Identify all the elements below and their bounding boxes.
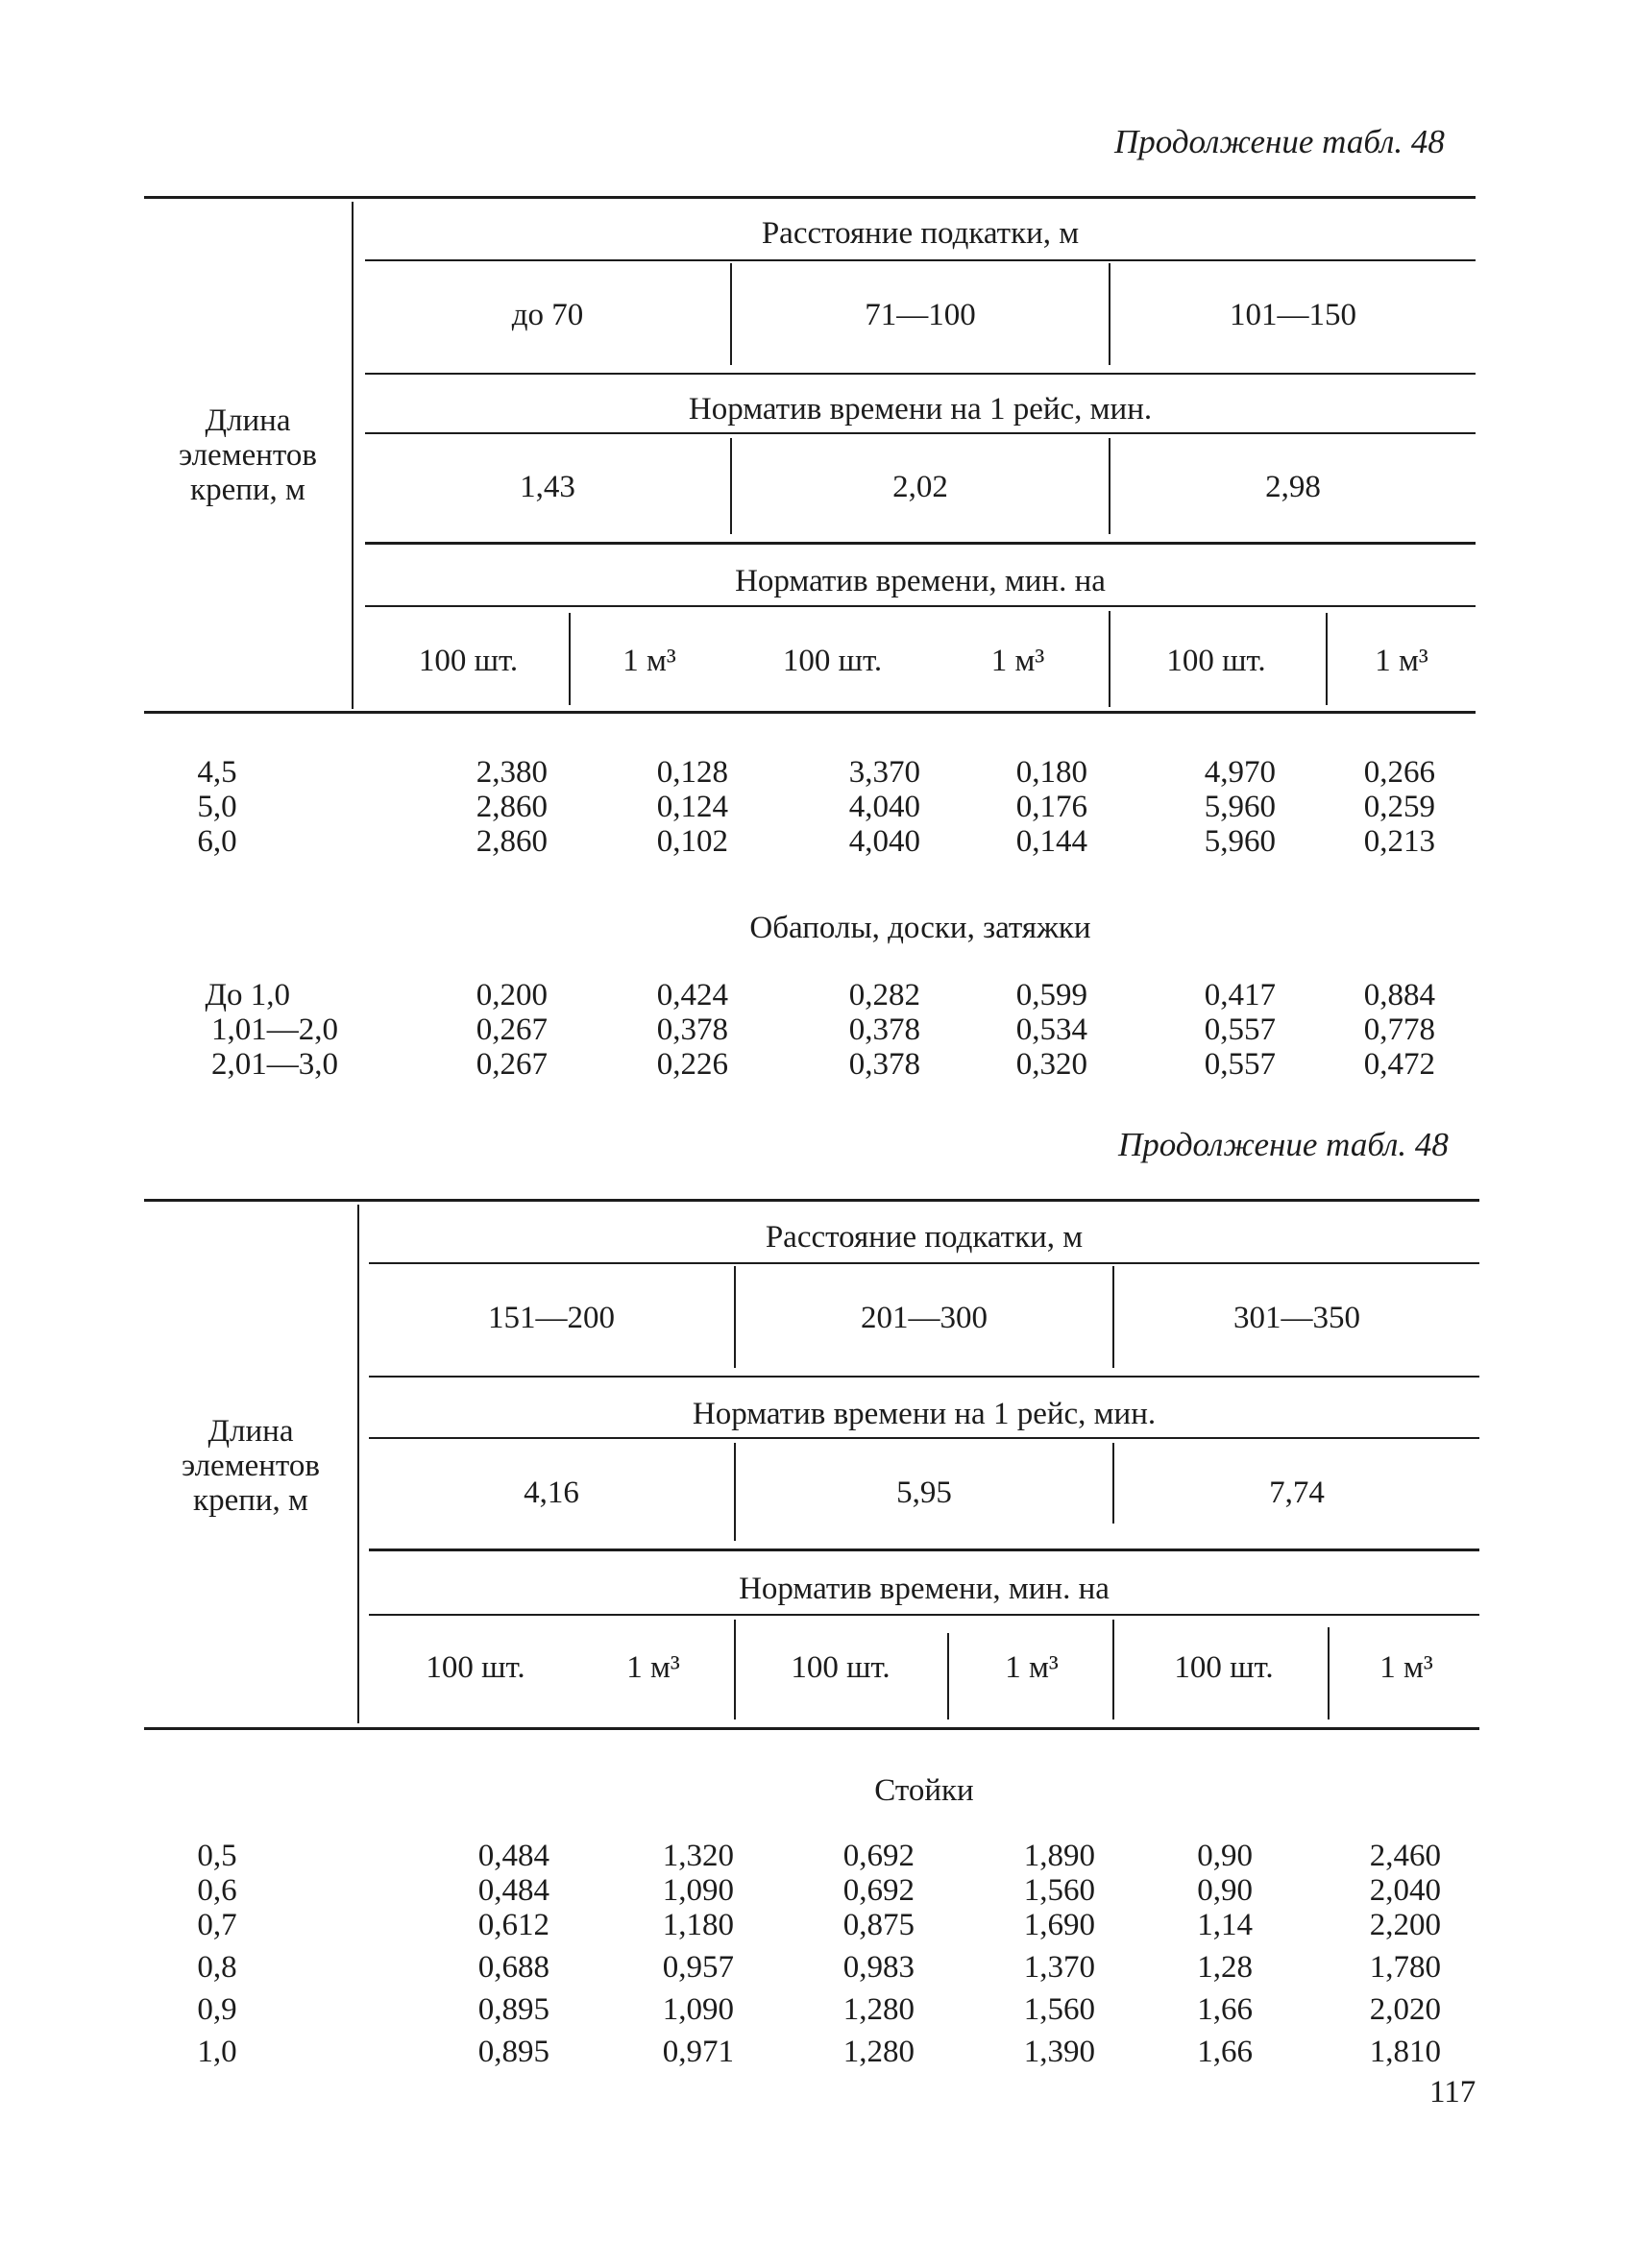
value-cell: 4,040 bbox=[848, 790, 920, 824]
value-cell: 1,66 bbox=[1197, 2035, 1253, 2069]
table-row bbox=[144, 1908, 1470, 1942]
table1-col-divider bbox=[1326, 613, 1328, 705]
value-cell: 0,124 bbox=[656, 790, 728, 824]
value-cell: 0,484 bbox=[477, 1873, 549, 1908]
length-cell: 4,5 bbox=[197, 755, 237, 790]
length-cell: 1,0 bbox=[197, 2035, 237, 2069]
value-cell: 2,460 bbox=[1369, 1839, 1441, 1873]
value-cell: 0,128 bbox=[656, 755, 728, 790]
value-cell: 0,557 bbox=[1204, 1047, 1276, 1082]
table2-rule bbox=[369, 1614, 1479, 1616]
value-cell: 0,557 bbox=[1204, 1012, 1276, 1047]
value-cell: 0,778 bbox=[1363, 1012, 1435, 1047]
table1-unit-6: 1 м³ bbox=[1375, 644, 1428, 678]
table2-header-bottom-rule bbox=[144, 1727, 1479, 1730]
table2-col-divider bbox=[1112, 1620, 1114, 1719]
value-cell: 0,472 bbox=[1363, 1047, 1435, 1082]
table1-col-divider bbox=[1109, 263, 1110, 365]
value-cell: 0,378 bbox=[656, 1012, 728, 1047]
table2-unit-2: 1 м³ bbox=[626, 1650, 680, 1685]
length-cell: 1,01—2,0 bbox=[211, 1012, 338, 1047]
value-cell: 0,200 bbox=[476, 978, 548, 1012]
length-cell: 2,01—3,0 bbox=[211, 1047, 338, 1082]
value-cell: 1,890 bbox=[1023, 1839, 1095, 1873]
table2-col-divider bbox=[734, 1620, 736, 1719]
table-row bbox=[144, 1047, 1470, 1082]
table2-unit-5: 100 шт. bbox=[1174, 1650, 1274, 1685]
value-cell: 5,960 bbox=[1204, 824, 1276, 859]
table1-rule bbox=[365, 605, 1476, 607]
table1-per-unit-header: Норматив времени, мин. на bbox=[735, 564, 1106, 598]
table1-group-title: Обаполы, доски, затяжки bbox=[749, 911, 1091, 945]
table2-caption: Продолжение табл. 48 bbox=[1118, 1126, 1449, 1163]
value-cell: 0,424 bbox=[656, 978, 728, 1012]
table1-unit-2: 1 м³ bbox=[622, 644, 676, 678]
value-cell: 0,378 bbox=[848, 1012, 920, 1047]
value-cell: 0,417 bbox=[1204, 978, 1276, 1012]
page-number: 117 bbox=[1429, 2075, 1476, 2109]
table2-range-2: 201—300 bbox=[861, 1301, 988, 1335]
table2-per-trip-value-1: 4,16 bbox=[524, 1475, 579, 1510]
value-cell: 0,957 bbox=[662, 1950, 734, 1985]
table1-per-trip-header: Норматив времени на 1 рейс, мин. bbox=[688, 392, 1153, 427]
table2-unit-3: 100 шт. bbox=[791, 1650, 891, 1685]
length-cell: 0,5 bbox=[197, 1839, 237, 1873]
table2-col-divider bbox=[1112, 1266, 1114, 1368]
value-cell: 0,320 bbox=[1015, 1047, 1087, 1082]
value-cell: 5,960 bbox=[1204, 790, 1276, 824]
table1-rule bbox=[365, 259, 1476, 261]
value-cell: 1,320 bbox=[662, 1839, 734, 1873]
table2-range-3: 301—350 bbox=[1233, 1301, 1360, 1335]
value-cell: 2,040 bbox=[1369, 1873, 1441, 1908]
table1-stub-divider bbox=[352, 202, 354, 709]
value-cell: 2,380 bbox=[476, 755, 548, 790]
table2-rule bbox=[369, 1262, 1479, 1264]
table2-per-trip-value-2: 5,95 bbox=[896, 1475, 952, 1510]
length-cell: 0,8 bbox=[197, 1950, 237, 1985]
table1-group-2 bbox=[144, 978, 1470, 1082]
value-cell: 0,983 bbox=[842, 1950, 915, 1985]
table1-per-trip-value-3: 2,98 bbox=[1265, 470, 1321, 504]
table-row bbox=[144, 1873, 1470, 1908]
table-row bbox=[144, 790, 1470, 824]
value-cell: 0,267 bbox=[476, 1047, 548, 1082]
value-cell: 0,226 bbox=[656, 1047, 728, 1082]
value-cell: 1,780 bbox=[1369, 1950, 1441, 1985]
table-row bbox=[144, 1839, 1470, 1873]
table1-rule bbox=[365, 432, 1476, 434]
table2-unit-4: 1 м³ bbox=[1005, 1650, 1059, 1685]
table2-col-divider bbox=[1112, 1443, 1114, 1524]
table1-per-trip-value-2: 2,02 bbox=[892, 470, 948, 504]
table1-col-divider bbox=[730, 263, 732, 365]
length-cell: 0,6 bbox=[197, 1873, 237, 1908]
table1-group-1 bbox=[144, 755, 1470, 859]
table1-range-2: 71—100 bbox=[865, 298, 976, 332]
value-cell: 1,66 bbox=[1197, 1992, 1253, 2027]
value-cell: 1,560 bbox=[1023, 1992, 1095, 2027]
value-cell: 1,090 bbox=[662, 1873, 734, 1908]
table1-col-divider bbox=[730, 438, 732, 534]
value-cell: 0,484 bbox=[477, 1839, 549, 1873]
value-cell: 0,612 bbox=[477, 1908, 549, 1942]
value-cell: 2,200 bbox=[1369, 1908, 1441, 1942]
table1-range-1: до 70 bbox=[511, 298, 584, 332]
table-row bbox=[144, 1950, 1470, 1985]
table2-rule bbox=[369, 1437, 1479, 1439]
value-cell: 1,390 bbox=[1023, 2035, 1095, 2069]
value-cell: 0,688 bbox=[477, 1950, 549, 1985]
value-cell: 0,180 bbox=[1015, 755, 1087, 790]
table2-group-title: Стойки bbox=[874, 1773, 974, 1808]
table1-unit-5: 100 шт. bbox=[1166, 644, 1266, 678]
table-row bbox=[144, 824, 1470, 859]
value-cell: 0,102 bbox=[656, 824, 728, 859]
table2-col-divider bbox=[1328, 1627, 1330, 1719]
value-cell: 3,370 bbox=[848, 755, 920, 790]
value-cell: 2,860 bbox=[476, 824, 548, 859]
table1-col-divider bbox=[569, 613, 571, 705]
value-cell: 0,875 bbox=[842, 1908, 915, 1942]
table-row bbox=[144, 1012, 1470, 1047]
table1-col-divider bbox=[1109, 611, 1110, 707]
value-cell: 1,28 bbox=[1197, 1950, 1253, 1985]
table1-range-3: 101—150 bbox=[1230, 298, 1356, 332]
value-cell: 0,90 bbox=[1197, 1839, 1253, 1873]
length-cell: 6,0 bbox=[197, 824, 237, 859]
table2-rule bbox=[369, 1549, 1479, 1551]
table2-distance-header: Расстояние подкатки, м bbox=[765, 1220, 1084, 1255]
length-cell: 0,7 bbox=[197, 1908, 237, 1942]
table-row bbox=[144, 978, 1470, 1012]
table2-per-unit-header: Норматив времени, мин. на bbox=[739, 1572, 1110, 1606]
value-cell: 1,560 bbox=[1023, 1873, 1095, 1908]
table1-header-bottom-rule bbox=[144, 711, 1476, 714]
value-cell: 1,280 bbox=[842, 2035, 915, 2069]
value-cell: 0,176 bbox=[1015, 790, 1087, 824]
value-cell: 1,690 bbox=[1023, 1908, 1095, 1942]
value-cell: 0,259 bbox=[1363, 790, 1435, 824]
table2-rule bbox=[369, 1376, 1479, 1378]
value-cell: 0,267 bbox=[476, 1012, 548, 1047]
table1-col-divider bbox=[1109, 438, 1110, 534]
table2-unit-6: 1 м³ bbox=[1379, 1650, 1433, 1685]
value-cell: 0,213 bbox=[1363, 824, 1435, 859]
table-row bbox=[144, 2035, 1470, 2069]
value-cell: 0,599 bbox=[1015, 978, 1087, 1012]
value-cell: 1,280 bbox=[842, 1992, 915, 2027]
table2-col-divider bbox=[947, 1633, 949, 1719]
value-cell: 1,810 bbox=[1369, 2035, 1441, 2069]
table1-row-header: Длина элементов крепи, м bbox=[179, 403, 317, 507]
table2-per-trip-value-3: 7,74 bbox=[1269, 1475, 1325, 1510]
length-cell: 0,9 bbox=[197, 1992, 237, 2027]
value-cell: 2,020 bbox=[1369, 1992, 1441, 2027]
value-cell: 0,90 bbox=[1197, 1873, 1253, 1908]
value-cell: 0,692 bbox=[842, 1839, 915, 1873]
value-cell: 0,266 bbox=[1363, 755, 1435, 790]
table2-col-divider bbox=[734, 1266, 736, 1368]
value-cell: 1,14 bbox=[1197, 1908, 1253, 1942]
table1-per-trip-value-1: 1,43 bbox=[520, 470, 575, 504]
table2-group-1 bbox=[144, 1839, 1470, 2069]
value-cell: 0,692 bbox=[842, 1873, 915, 1908]
value-cell: 0,895 bbox=[477, 2035, 549, 2069]
table-row bbox=[144, 755, 1470, 790]
value-cell: 0,534 bbox=[1015, 1012, 1087, 1047]
table1-unit-4: 1 м³ bbox=[990, 644, 1045, 678]
table1-unit-1: 100 шт. bbox=[418, 644, 519, 678]
table-row bbox=[144, 1992, 1470, 2027]
table2-top-rule bbox=[144, 1199, 1479, 1202]
table2-col-divider bbox=[734, 1443, 736, 1541]
value-cell: 0,895 bbox=[477, 1992, 549, 2027]
table1-caption: Продолжение табл. 48 bbox=[1114, 123, 1445, 160]
table1-rule bbox=[365, 542, 1476, 545]
table2-unit-1: 100 шт. bbox=[426, 1650, 525, 1685]
table2-range-1: 151—200 bbox=[488, 1301, 615, 1335]
value-cell: 1,370 bbox=[1023, 1950, 1095, 1985]
value-cell: 1,180 bbox=[662, 1908, 734, 1942]
length-cell: 5,0 bbox=[197, 790, 237, 824]
table1-rule bbox=[365, 373, 1476, 375]
table1-distance-header: Расстояние подкатки, м bbox=[761, 216, 1080, 251]
value-cell: 4,970 bbox=[1204, 755, 1276, 790]
table2-row-header: Длина элементов крепи, м bbox=[182, 1414, 320, 1518]
value-cell: 0,884 bbox=[1363, 978, 1435, 1012]
table1-unit-3: 100 шт. bbox=[782, 644, 883, 678]
value-cell: 0,282 bbox=[848, 978, 920, 1012]
table1-top-rule bbox=[144, 196, 1476, 199]
table2-per-trip-header: Норматив времени на 1 рейс, мин. bbox=[692, 1397, 1157, 1431]
value-cell: 2,860 bbox=[476, 790, 548, 824]
value-cell: 1,090 bbox=[662, 1992, 734, 2027]
length-cell: До 1,0 bbox=[205, 978, 290, 1012]
value-cell: 4,040 bbox=[848, 824, 920, 859]
value-cell: 0,971 bbox=[662, 2035, 734, 2069]
table2-stub-divider bbox=[357, 1205, 359, 1723]
value-cell: 0,378 bbox=[848, 1047, 920, 1082]
value-cell: 0,144 bbox=[1015, 824, 1087, 859]
